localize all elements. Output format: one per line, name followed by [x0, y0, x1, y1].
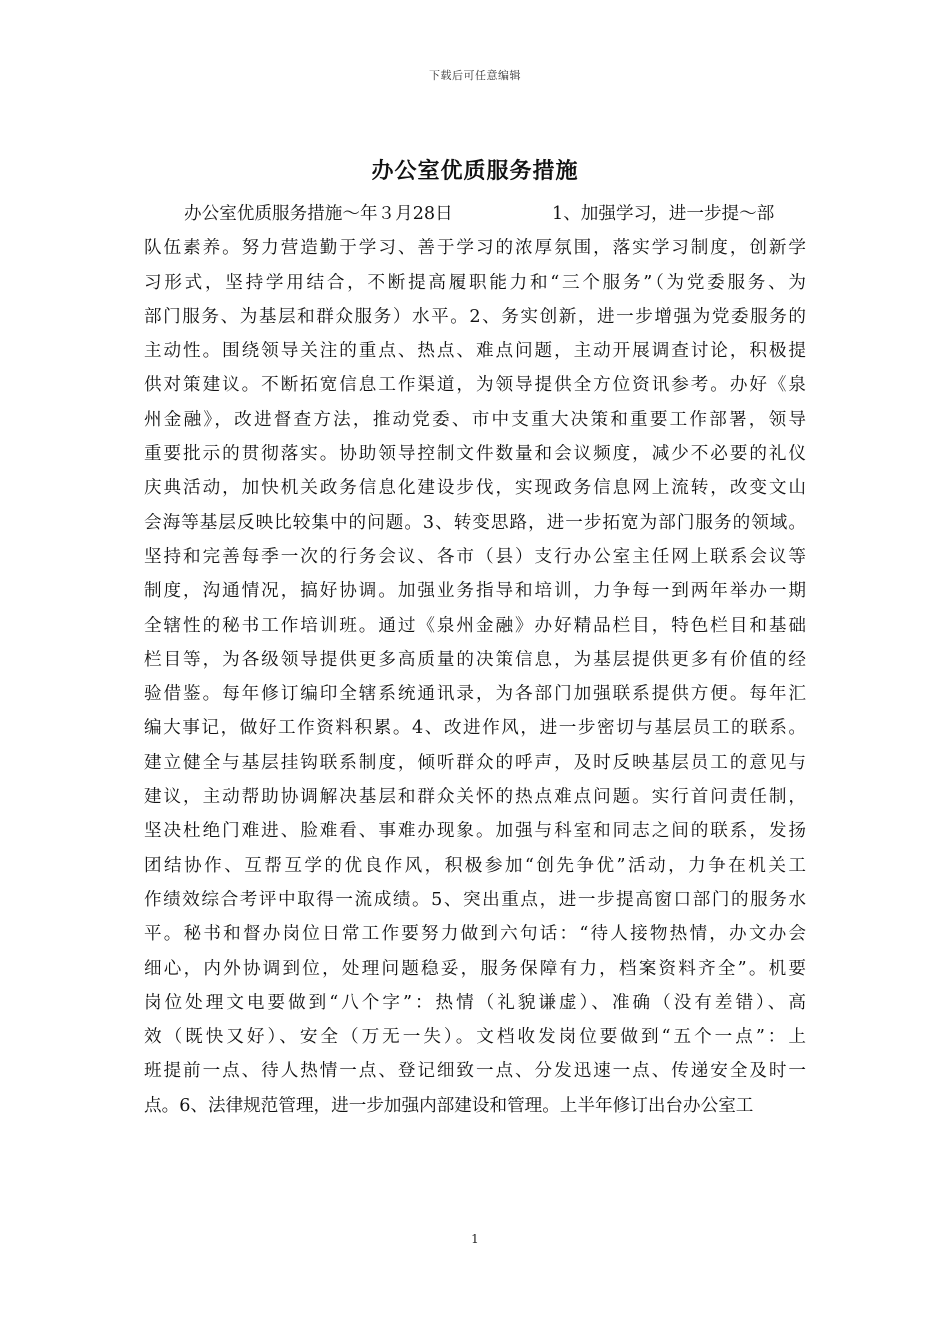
- body-line: 岗位处理文电要做到“八个字”：热情（礼貌谦虚）、准确（没有差错）、高: [144, 992, 806, 1013]
- body-line: 点。6、法律规范管理，进一步加强内部建设和管理。上半年修订出台办公室工: [144, 1095, 754, 1116]
- body-line: 部门服务、为基层和群众服务）水平。2、务实创新，进一步增强为党委服务的: [144, 306, 806, 327]
- body-line: 效（既快又好）、安全（万无一失）。文档收发岗位要做到“五个一点”：上: [144, 1027, 806, 1048]
- body-line: 作绩效综合考评中取得一流成绩。5、突出重点，进一步提高窗口部门的服务水: [144, 889, 806, 910]
- body-line: 供对策建议。不断拓宽信息工作渠道，为领导提供全方位资讯参考。办好《泉: [144, 375, 806, 396]
- body-line: 习形式，坚持学用结合，不断提高履职能力和“三个服务”（为党委服务、为: [144, 272, 806, 293]
- body-line: 重要批示的贯彻落实。协助领导控制文件数量和会议频度，减少不必要的礼仪: [144, 444, 806, 465]
- page-number: 1: [471, 1232, 479, 1246]
- body-line: 验借鉴。每年修订编印全辖系统通讯录，为各部门加强联系提供方便。每年汇: [144, 684, 806, 705]
- body-line: 细心，内外协调到位，处理问题稳妥，服务保障有力，档案资料齐全”。机要: [144, 958, 806, 979]
- body-date-part: 办公室优质服务措施～年３月28日: [184, 204, 453, 224]
- document-body: [144, 197, 806, 1123]
- body-line: 州金融》，改进督查方法，推动党委、市中支重大决策和重要工作部署，领导: [144, 409, 806, 430]
- body-line: 班提前一点、待人热情一点、登记细致一点、分发迅速一点、传递安全及时一: [144, 1061, 806, 1082]
- body-line-first: [144, 197, 806, 231]
- body-line: 队伍素养。努力营造勤于学习、善于学习的浓厚氛围，落实学习制度，创新学: [144, 238, 806, 259]
- body-line: 坚持和完善每季一次的行务会议、各市（县）支行办公室主任网上联系会议等: [144, 546, 806, 567]
- body-line: 编大事记，做好工作资料积累。4、改进作风，进一步密切与基层员工的联系。: [144, 718, 806, 739]
- body-line: 主动性。围绕领导关注的重点、热点、难点问题，主动开展调查讨论，积极提: [144, 341, 806, 362]
- body-line: 庆典活动，加快机关政务信息化建设步伐，实现政务信息网上流转，改变文山: [144, 478, 806, 499]
- header-note: 下载后可任意编辑: [429, 69, 521, 82]
- document-title: 办公室优质服务措施: [371, 158, 579, 184]
- body-line: 制度，沟通情况，搞好协调。加强业务指导和培训，力争每一到两年举办一期: [144, 581, 806, 602]
- body-line: 团结协作、互帮互学的优良作风，积极参加“创先争优”活动，力争在机关工: [144, 855, 806, 876]
- body-line: 坚决杜绝门难进、脸难看、事难办现象。加强与科室和同志之间的联系，发扬: [144, 821, 806, 842]
- body-first-rest: 1、加强学习，进一步提～部: [552, 204, 775, 224]
- body-line: 会海等基层反映比较集中的问题。3、转变思路，进一步拓宽为部门服务的领域。: [144, 512, 806, 533]
- body-line: 平。秘书和督办岗位日常工作要努力做到六句话：“待人接物热情，办文办会: [144, 924, 806, 945]
- body-line: 建议，主动帮助协调解决基层和群众关怀的热点难点问题。实行首问责任制，: [144, 787, 806, 808]
- body-line: 全辖性的秘书工作培训班。通过《泉州金融》办好精品栏目，特色栏目和基础: [144, 615, 806, 636]
- body-line: 建立健全与基层挂钩联系制度，倾听群众的呼声，及时反映基层员工的意见与: [144, 752, 806, 773]
- body-line: 栏目等，为各级领导提供更多高质量的决策信息，为基层提供更多有价值的经: [144, 649, 806, 670]
